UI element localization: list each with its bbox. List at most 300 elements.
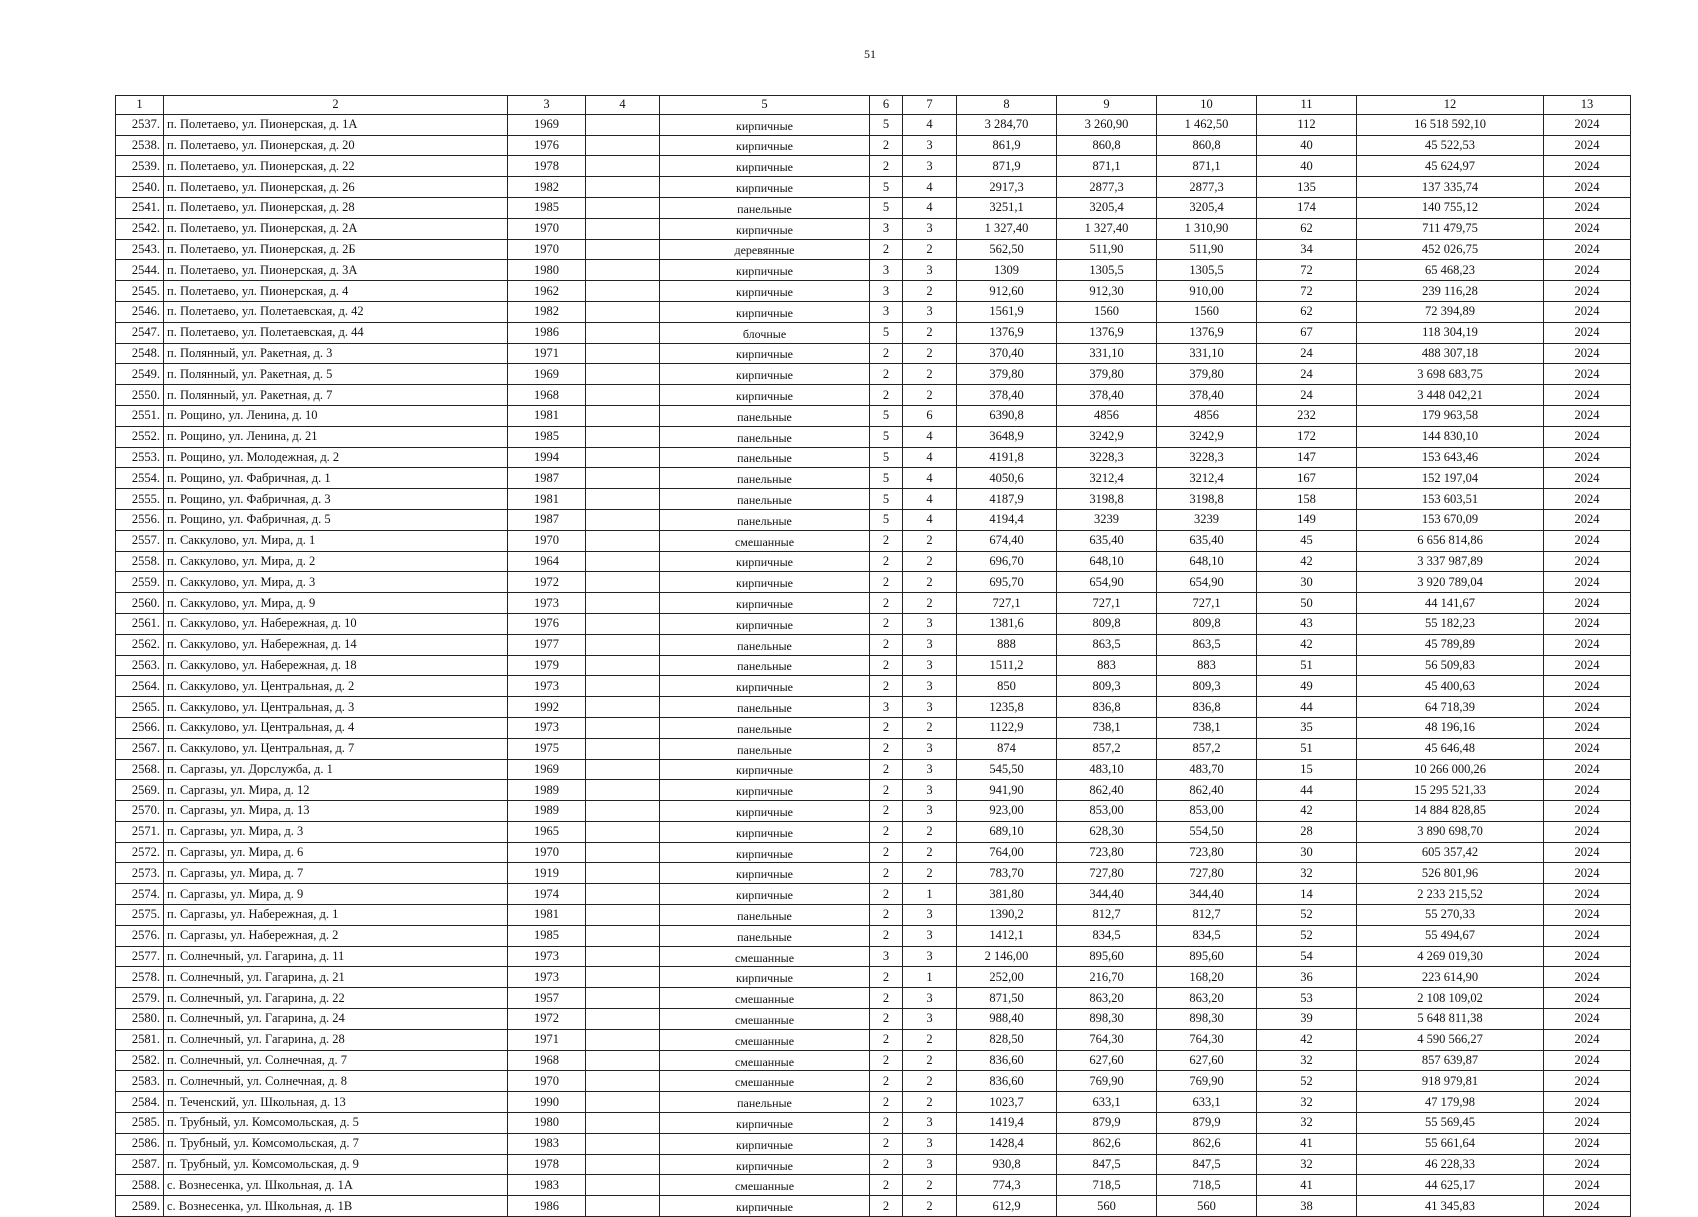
table-row: [116, 1196, 1631, 1217]
cell-cost: 488 307,18: [1357, 343, 1544, 364]
cell-area-8: 344,40: [1057, 884, 1157, 905]
cell-area-8: 862,6: [1057, 1133, 1157, 1154]
cell-total-area: 4191,8: [957, 447, 1057, 468]
cell-residents: 14: [1257, 884, 1357, 905]
cell-year-built: 1974: [508, 884, 586, 905]
cell-area-9: 3205,4: [1157, 197, 1257, 218]
cell-address: п. Саргазы, ул. Мира, д. 6: [164, 842, 508, 863]
table-row: [116, 946, 1631, 967]
cell-area-9: 654,90: [1157, 572, 1257, 593]
cell-entrances: 3: [903, 1113, 957, 1134]
cell-entrances: 3: [903, 1009, 957, 1030]
table-row: [116, 260, 1631, 281]
cell-cost: 6 656 814,86: [1357, 530, 1544, 551]
cell-year-planned: 2024: [1544, 1071, 1631, 1092]
cell-year-built: 1982: [508, 177, 586, 198]
cell-year-built: 1972: [508, 1009, 586, 1030]
cell-col-4: [586, 509, 660, 530]
cell-address: п. Саргазы, ул. Дорслужба, д. 1: [164, 759, 508, 780]
cell-residents: 32: [1257, 1154, 1357, 1175]
cell-year-planned: 2024: [1544, 364, 1631, 385]
cell-wall-material: панельные: [660, 905, 870, 926]
cell-total-area: 888: [957, 634, 1057, 655]
cell-address: п. Саккулово, ул. Набережная, д. 10: [164, 613, 508, 634]
cell-col-4: [586, 780, 660, 801]
table-row: [116, 343, 1631, 364]
cell-area-9: 560: [1157, 1196, 1257, 1217]
cell-area-8: 628,30: [1057, 821, 1157, 842]
cell-wall-material: кирпичные: [660, 967, 870, 988]
cell-area-9: 871,1: [1157, 156, 1257, 177]
cell-total-area: 612,9: [957, 1196, 1057, 1217]
cell-cost: 153 670,09: [1357, 509, 1544, 530]
cell-cost: 45 646,48: [1357, 738, 1544, 759]
cell-row-number: 2565.: [116, 697, 164, 718]
cell-wall-material: кирпичные: [660, 863, 870, 884]
cell-col-4: [586, 925, 660, 946]
cell-year-built: 1983: [508, 1175, 586, 1196]
cell-total-area: 764,00: [957, 842, 1057, 863]
cell-area-8: 862,40: [1057, 780, 1157, 801]
table-row: [116, 905, 1631, 926]
cell-col-4: [586, 426, 660, 447]
cell-wall-material: кирпичные: [660, 301, 870, 322]
cell-year-planned: 2024: [1544, 1050, 1631, 1071]
cell-address: п. Полетаево, ул. Пионерская, д. 22: [164, 156, 508, 177]
cell-year-built: 1973: [508, 717, 586, 738]
cell-col-4: [586, 884, 660, 905]
cell-residents: 147: [1257, 447, 1357, 468]
cell-residents: 42: [1257, 1029, 1357, 1050]
cell-residents: 72: [1257, 260, 1357, 281]
cell-year-built: 1989: [508, 780, 586, 801]
cell-total-area: 1235,8: [957, 697, 1057, 718]
cell-total-area: 774,3: [957, 1175, 1057, 1196]
cell-address: п. Полетаево, ул. Пионерская, д. 2Б: [164, 239, 508, 260]
cell-area-9: 727,80: [1157, 863, 1257, 884]
cell-wall-material: кирпичные: [660, 156, 870, 177]
cell-address: п. Саккулово, ул. Мира, д. 1: [164, 530, 508, 551]
cell-address: п. Саккулово, ул. Центральная, д. 7: [164, 738, 508, 759]
cell-total-area: 850: [957, 676, 1057, 697]
cell-total-area: 1428,4: [957, 1133, 1057, 1154]
cell-area-9: 344,40: [1157, 884, 1257, 905]
cell-cost: 153 643,46: [1357, 447, 1544, 468]
cell-address: п. Солнечный, ул. Солнечная, д. 8: [164, 1071, 508, 1092]
cell-residents: 32: [1257, 863, 1357, 884]
cell-residents: 30: [1257, 572, 1357, 593]
cell-year-built: 1919: [508, 863, 586, 884]
cell-year-planned: 2024: [1544, 801, 1631, 822]
cell-wall-material: кирпичные: [660, 884, 870, 905]
cell-floors: 2: [870, 1196, 903, 1217]
cell-entrances: 1: [903, 884, 957, 905]
cell-entrances: 4: [903, 468, 957, 489]
table-row: [116, 676, 1631, 697]
cell-year-planned: 2024: [1544, 468, 1631, 489]
cell-wall-material: панельные: [660, 447, 870, 468]
cell-year-built: 1986: [508, 1196, 586, 1217]
cell-total-area: 912,60: [957, 281, 1057, 302]
cell-wall-material: панельные: [660, 717, 870, 738]
column-header-5: 5: [660, 96, 870, 115]
cell-year-built: 1985: [508, 426, 586, 447]
cell-entrances: 4: [903, 489, 957, 510]
cell-residents: 35: [1257, 717, 1357, 738]
cell-area-8: 812,7: [1057, 905, 1157, 926]
cell-total-area: 1376,9: [957, 322, 1057, 343]
cell-area-8: 898,30: [1057, 1009, 1157, 1030]
cell-residents: 67: [1257, 322, 1357, 343]
cell-year-planned: 2024: [1544, 821, 1631, 842]
cell-area-9: 898,30: [1157, 1009, 1257, 1030]
cell-row-number: 2584.: [116, 1092, 164, 1113]
cell-floors: 5: [870, 509, 903, 530]
table-row: [116, 1050, 1631, 1071]
cell-col-4: [586, 842, 660, 863]
cell-year-built: 1975: [508, 738, 586, 759]
cell-col-4: [586, 946, 660, 967]
cell-total-area: 1309: [957, 260, 1057, 281]
cell-area-9: 627,60: [1157, 1050, 1257, 1071]
cell-area-8: 769,90: [1057, 1071, 1157, 1092]
cell-col-4: [586, 1175, 660, 1196]
cell-cost: 55 569,45: [1357, 1113, 1544, 1134]
cell-address: п. Трубный, ул. Комсомольская, д. 9: [164, 1154, 508, 1175]
cell-residents: 44: [1257, 697, 1357, 718]
cell-year-planned: 2024: [1544, 613, 1631, 634]
cell-residents: 39: [1257, 1009, 1357, 1030]
cell-wall-material: панельные: [660, 426, 870, 447]
cell-floors: 2: [870, 551, 903, 572]
cell-entrances: 3: [903, 1133, 957, 1154]
cell-area-8: 3228,3: [1057, 447, 1157, 468]
cell-entrances: 3: [903, 988, 957, 1009]
cell-residents: 45: [1257, 530, 1357, 551]
cell-address: п. Рощино, ул. Фабричная, д. 3: [164, 489, 508, 510]
cell-row-number: 2556.: [116, 509, 164, 530]
cell-area-9: 1376,9: [1157, 322, 1257, 343]
cell-wall-material: смешанные: [660, 1071, 870, 1092]
cell-row-number: 2546.: [116, 301, 164, 322]
cell-row-number: 2547.: [116, 322, 164, 343]
table-row: [116, 717, 1631, 738]
cell-cost: 152 197,04: [1357, 468, 1544, 489]
cell-year-built: 1973: [508, 946, 586, 967]
cell-cost: 45 400,63: [1357, 676, 1544, 697]
cell-entrances: 3: [903, 801, 957, 822]
cell-cost: 15 295 521,33: [1357, 780, 1544, 801]
cell-floors: 5: [870, 322, 903, 343]
cell-residents: 28: [1257, 821, 1357, 842]
cell-year-planned: 2024: [1544, 572, 1631, 593]
cell-year-built: 1969: [508, 114, 586, 135]
cell-year-planned: 2024: [1544, 967, 1631, 988]
cell-wall-material: панельные: [660, 489, 870, 510]
cell-floors: 5: [870, 489, 903, 510]
cell-col-4: [586, 1092, 660, 1113]
cell-wall-material: панельные: [660, 405, 870, 426]
cell-year-planned: 2024: [1544, 322, 1631, 343]
table-row: [116, 468, 1631, 489]
cell-cost: 118 304,19: [1357, 322, 1544, 343]
cell-area-9: 1 310,90: [1157, 218, 1257, 239]
cell-residents: 42: [1257, 551, 1357, 572]
cell-address: п. Полетаево, ул. Пионерская, д. 20: [164, 135, 508, 156]
cell-residents: 40: [1257, 156, 1357, 177]
cell-col-4: [586, 738, 660, 759]
cell-residents: 36: [1257, 967, 1357, 988]
cell-cost: 452 026,75: [1357, 239, 1544, 260]
cell-cost: 5 648 811,38: [1357, 1009, 1544, 1030]
cell-entrances: 2: [903, 1071, 957, 1092]
cell-residents: 38: [1257, 1196, 1357, 1217]
cell-area-9: 3228,3: [1157, 447, 1257, 468]
cell-total-area: 6390,8: [957, 405, 1057, 426]
cell-wall-material: кирпичные: [660, 114, 870, 135]
cell-wall-material: кирпичные: [660, 364, 870, 385]
cell-area-9: 331,10: [1157, 343, 1257, 364]
cell-year-built: 1980: [508, 260, 586, 281]
cell-area-9: 633,1: [1157, 1092, 1257, 1113]
cell-residents: 32: [1257, 1050, 1357, 1071]
cell-col-4: [586, 655, 660, 676]
cell-year-built: 1980: [508, 1113, 586, 1134]
cell-row-number: 2553.: [116, 447, 164, 468]
cell-cost: 605 357,42: [1357, 842, 1544, 863]
cell-wall-material: кирпичные: [660, 1154, 870, 1175]
cell-year-built: 1970: [508, 239, 586, 260]
cell-address: п. Полетаево, ул. Пионерская, д. 1А: [164, 114, 508, 135]
cell-col-4: [586, 1113, 660, 1134]
cell-year-planned: 2024: [1544, 509, 1631, 530]
cell-year-planned: 2024: [1544, 759, 1631, 780]
cell-address: п. Саргазы, ул. Мира, д. 3: [164, 821, 508, 842]
cell-cost: 45 789,89: [1357, 634, 1544, 655]
cell-year-built: 1970: [508, 842, 586, 863]
cell-wall-material: кирпичные: [660, 218, 870, 239]
cell-year-built: 1982: [508, 301, 586, 322]
cell-col-4: [586, 1154, 660, 1175]
cell-area-9: 883: [1157, 655, 1257, 676]
cell-area-9: 860,8: [1157, 135, 1257, 156]
cell-address: п. Полетаево, ул. Пионерская, д. 28: [164, 197, 508, 218]
cell-col-4: [586, 135, 660, 156]
cell-total-area: 381,80: [957, 884, 1057, 905]
cell-row-number: 2557.: [116, 530, 164, 551]
cell-row-number: 2571.: [116, 821, 164, 842]
cell-col-4: [586, 405, 660, 426]
cell-residents: 149: [1257, 509, 1357, 530]
cell-col-4: [586, 1029, 660, 1050]
cell-area-8: 3 260,90: [1057, 114, 1157, 135]
cell-area-8: 2877,3: [1057, 177, 1157, 198]
cell-entrances: 3: [903, 946, 957, 967]
table-row: [116, 759, 1631, 780]
cell-year-planned: 2024: [1544, 1113, 1631, 1134]
cell-cost: 55 661,64: [1357, 1133, 1544, 1154]
cell-residents: 62: [1257, 301, 1357, 322]
table-row: [116, 509, 1631, 530]
cell-year-planned: 2024: [1544, 1029, 1631, 1050]
cell-area-9: 554,50: [1157, 821, 1257, 842]
cell-residents: 41: [1257, 1175, 1357, 1196]
cell-total-area: 562,50: [957, 239, 1057, 260]
cell-cost: 179 963,58: [1357, 405, 1544, 426]
table-row: [116, 426, 1631, 447]
cell-year-built: 1990: [508, 1092, 586, 1113]
cell-row-number: 2542.: [116, 218, 164, 239]
cell-address: п. Полянный, ул. Ракетная, д. 7: [164, 385, 508, 406]
cell-residents: 167: [1257, 468, 1357, 489]
cell-address: п. Трубный, ул. Комсомольская, д. 5: [164, 1113, 508, 1134]
cell-year-planned: 2024: [1544, 530, 1631, 551]
cell-year-planned: 2024: [1544, 156, 1631, 177]
cell-address: п. Трубный, ул. Комсомольская, д. 7: [164, 1133, 508, 1154]
cell-area-9: 809,8: [1157, 613, 1257, 634]
cell-area-8: 834,5: [1057, 925, 1157, 946]
cell-col-4: [586, 530, 660, 551]
cell-year-built: 1981: [508, 405, 586, 426]
cell-total-area: 378,40: [957, 385, 1057, 406]
cell-wall-material: кирпичные: [660, 281, 870, 302]
column-header-11: 11: [1257, 96, 1357, 115]
column-number-header-row: [116, 96, 1631, 115]
table-row: [116, 405, 1631, 426]
cell-cost: 72 394,89: [1357, 301, 1544, 322]
cell-col-4: [586, 468, 660, 489]
cell-total-area: 874: [957, 738, 1057, 759]
cell-area-9: 910,00: [1157, 281, 1257, 302]
cell-floors: 2: [870, 905, 903, 926]
cell-wall-material: кирпичные: [660, 260, 870, 281]
cell-entrances: 3: [903, 156, 957, 177]
cell-area-8: 1 327,40: [1057, 218, 1157, 239]
cell-row-number: 2537.: [116, 114, 164, 135]
cell-col-4: [586, 322, 660, 343]
cell-year-built: 1989: [508, 801, 586, 822]
cell-total-area: 930,8: [957, 1154, 1057, 1175]
cell-address: с. Вознесенка, ул. Школьная, д. 1В: [164, 1196, 508, 1217]
cell-entrances: 4: [903, 509, 957, 530]
cell-total-area: 871,50: [957, 988, 1057, 1009]
cell-residents: 51: [1257, 738, 1357, 759]
cell-year-planned: 2024: [1544, 114, 1631, 135]
cell-area-9: 863,5: [1157, 634, 1257, 655]
cell-address: п. Полетаево, ул. Пионерская, д. 2А: [164, 218, 508, 239]
cell-address: п. Полетаево, ул. Пионерская, д. 26: [164, 177, 508, 198]
cell-col-4: [586, 239, 660, 260]
cell-year-built: 1978: [508, 156, 586, 177]
cell-row-number: 2581.: [116, 1029, 164, 1050]
cell-residents: 52: [1257, 925, 1357, 946]
table-row: [116, 863, 1631, 884]
cell-address: п. Рощино, ул. Молодежная, д. 2: [164, 447, 508, 468]
cell-floors: 2: [870, 801, 903, 822]
cell-address: п. Саргазы, ул. Набережная, д. 2: [164, 925, 508, 946]
cell-residents: 112: [1257, 114, 1357, 135]
cell-row-number: 2566.: [116, 717, 164, 738]
cell-year-built: 1968: [508, 385, 586, 406]
cell-floors: 2: [870, 239, 903, 260]
cell-area-9: 862,40: [1157, 780, 1257, 801]
cell-wall-material: кирпичные: [660, 385, 870, 406]
table-row: [116, 1133, 1631, 1154]
cell-wall-material: панельные: [660, 468, 870, 489]
cell-area-9: 764,30: [1157, 1029, 1257, 1050]
cell-year-built: 1964: [508, 551, 586, 572]
cell-year-built: 1969: [508, 759, 586, 780]
cell-area-9: 847,5: [1157, 1154, 1257, 1175]
cell-entrances: 2: [903, 530, 957, 551]
cell-cost: 65 468,23: [1357, 260, 1544, 281]
table-row: [116, 218, 1631, 239]
cell-col-4: [586, 634, 660, 655]
cell-floors: 5: [870, 177, 903, 198]
cell-year-built: 1962: [508, 281, 586, 302]
cell-floors: 2: [870, 655, 903, 676]
cell-row-number: 2559.: [116, 572, 164, 593]
cell-residents: 54: [1257, 946, 1357, 967]
cell-wall-material: смешанные: [660, 1050, 870, 1071]
cell-wall-material: кирпичные: [660, 801, 870, 822]
cell-row-number: 2540.: [116, 177, 164, 198]
cell-area-8: 511,90: [1057, 239, 1157, 260]
table-row: [116, 1009, 1631, 1030]
cell-row-number: 2558.: [116, 551, 164, 572]
cell-year-built: 1987: [508, 509, 586, 530]
cell-cost: 137 335,74: [1357, 177, 1544, 198]
column-header-1: 1: [116, 96, 164, 115]
cell-year-planned: 2024: [1544, 1092, 1631, 1113]
cell-area-8: 648,10: [1057, 551, 1157, 572]
cell-residents: 30: [1257, 842, 1357, 863]
cell-area-9: 879,9: [1157, 1113, 1257, 1134]
cell-total-area: 828,50: [957, 1029, 1057, 1050]
cell-year-built: 1972: [508, 572, 586, 593]
cell-cost: 711 479,75: [1357, 218, 1544, 239]
cell-address: п. Саккулово, ул. Центральная, д. 4: [164, 717, 508, 738]
cell-cost: 10 266 000,26: [1357, 759, 1544, 780]
cell-wall-material: кирпичные: [660, 135, 870, 156]
cell-entrances: 3: [903, 301, 957, 322]
table-row: [116, 738, 1631, 759]
cell-col-4: [586, 1009, 660, 1030]
cell-address: п. Саккулово, ул. Центральная, д. 3: [164, 697, 508, 718]
cell-entrances: 4: [903, 177, 957, 198]
cell-row-number: 2574.: [116, 884, 164, 905]
cell-address: п. Саргазы, ул. Мира, д. 7: [164, 863, 508, 884]
cell-area-9: 862,6: [1157, 1133, 1257, 1154]
cell-floors: 2: [870, 1113, 903, 1134]
cell-wall-material: кирпичные: [660, 613, 870, 634]
cell-col-4: [586, 905, 660, 926]
cell-col-4: [586, 551, 660, 572]
cell-year-planned: 2024: [1544, 197, 1631, 218]
cell-entrances: 4: [903, 426, 957, 447]
cell-entrances: 2: [903, 863, 957, 884]
cell-area-9: 3212,4: [1157, 468, 1257, 489]
cell-total-area: 1511,2: [957, 655, 1057, 676]
cell-floors: 2: [870, 1009, 903, 1030]
cell-floors: 2: [870, 676, 903, 697]
cell-area-8: 727,1: [1057, 593, 1157, 614]
cell-address: п. Саргазы, ул. Мира, д. 13: [164, 801, 508, 822]
cell-col-4: [586, 863, 660, 884]
cell-floors: 2: [870, 1133, 903, 1154]
cell-cost: 44 141,67: [1357, 593, 1544, 614]
cell-total-area: 783,70: [957, 863, 1057, 884]
